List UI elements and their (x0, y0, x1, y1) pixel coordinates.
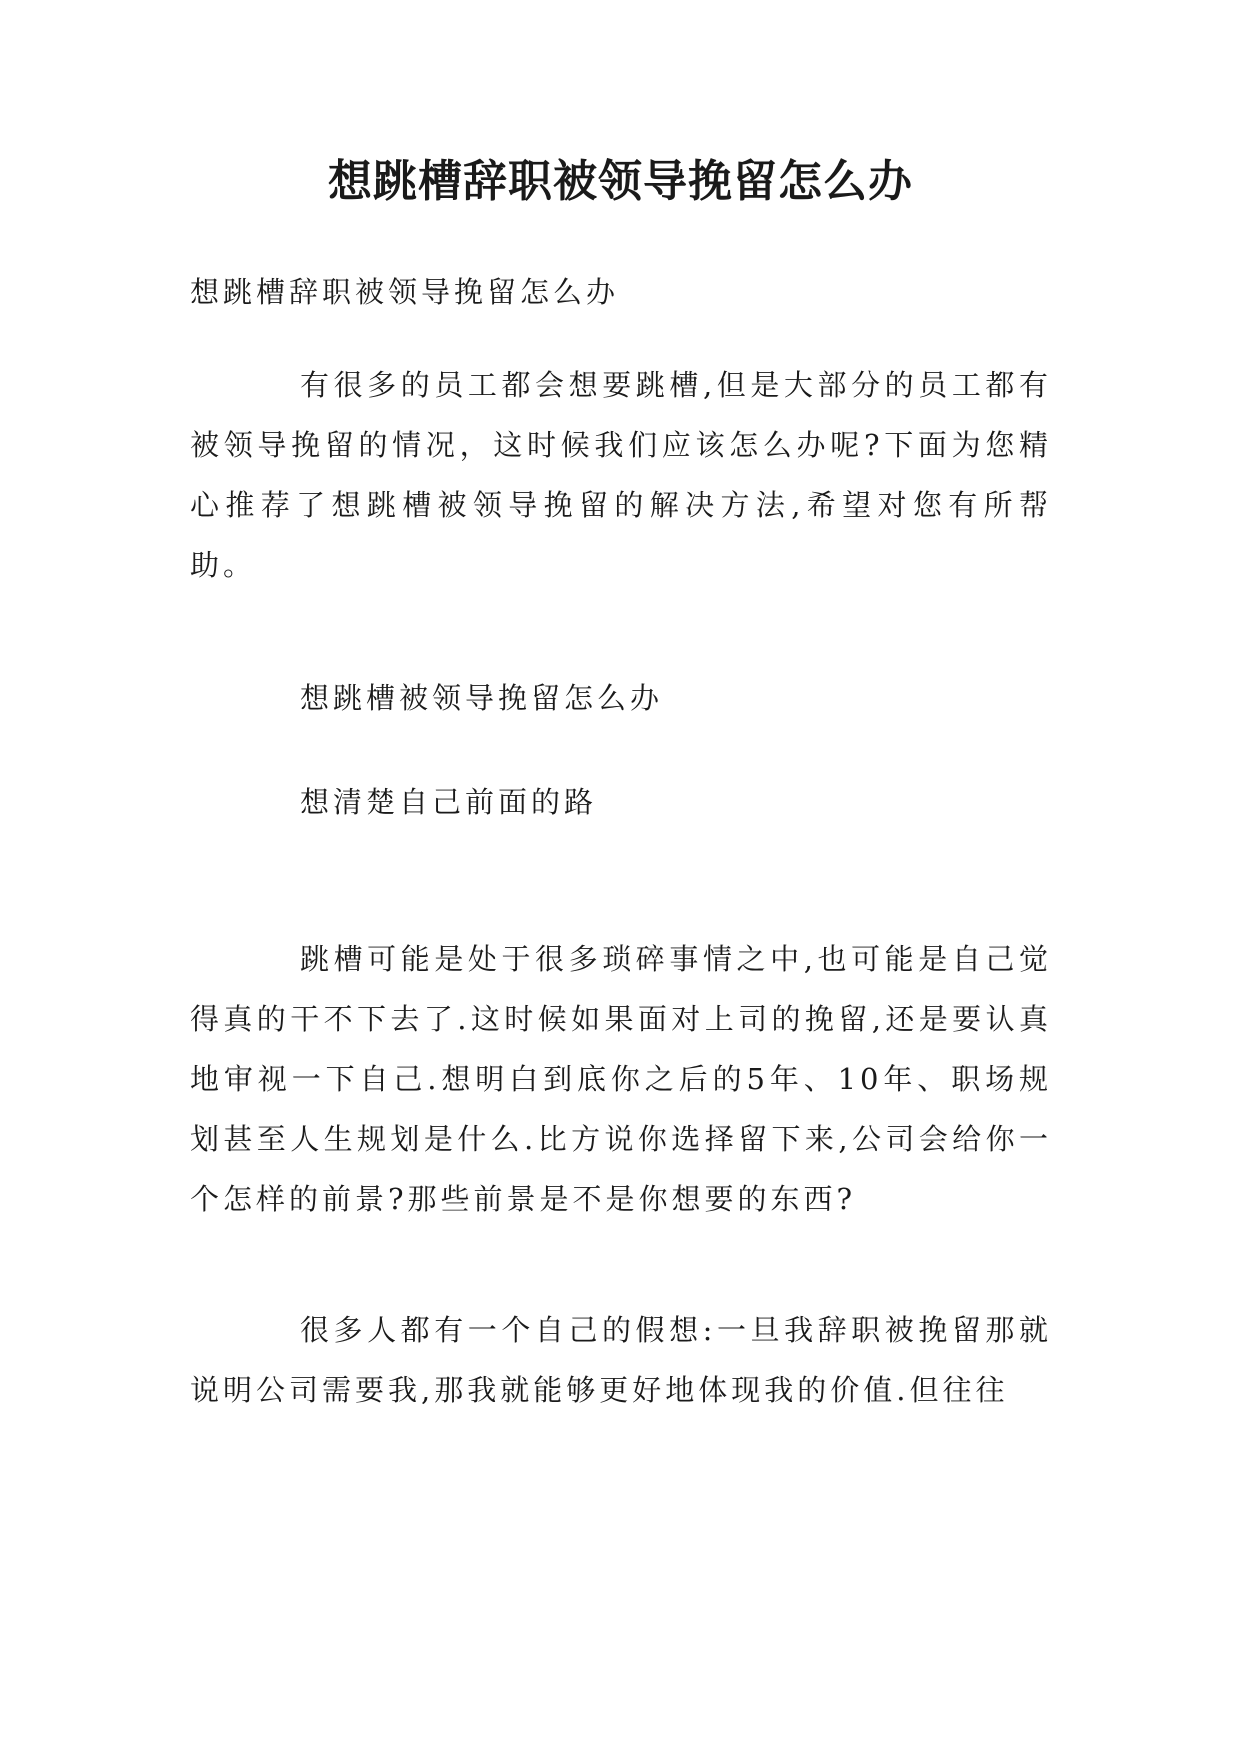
intro-paragraph: 有很多的员工都会想要跳槽,但是大部分的员工都有被领导挽留的情况，这时候我们应该怎么办呢?下面为您精心推荐了想跳槽被领导挽留的解决方法,希望对您有所帮助。 (190, 368, 1052, 582)
document-subtitle: 想跳槽辞职被领导挽留怎么办 (190, 275, 620, 309)
section-heading: 想跳槽被领导挽留怎么办 (300, 681, 664, 715)
body-paragraph-1: 跳槽可能是处于很多琐碎事情之中,也可能是自己觉得真的干不下去了.这时候如果面对上司的挽留,还是要认真地审视一下自己.想明白到底你之后的5年、10年、职场规划甚至人生规划是什么.比方说你选择留下来,公司会给你一个怎样的前景?那些前景是不是你想要的东西? (190, 942, 1052, 1216)
document-title: 想跳槽辞职被领导挽留怎么办 (328, 156, 913, 207)
point-heading: 想清楚自己前面的路 (300, 785, 598, 819)
body-paragraph-2: 很多人都有一个自己的假想:一旦我辞职被挽留那就说明公司需要我,那我就能够更好地体现我的价值.但往往 (190, 1313, 1052, 1407)
